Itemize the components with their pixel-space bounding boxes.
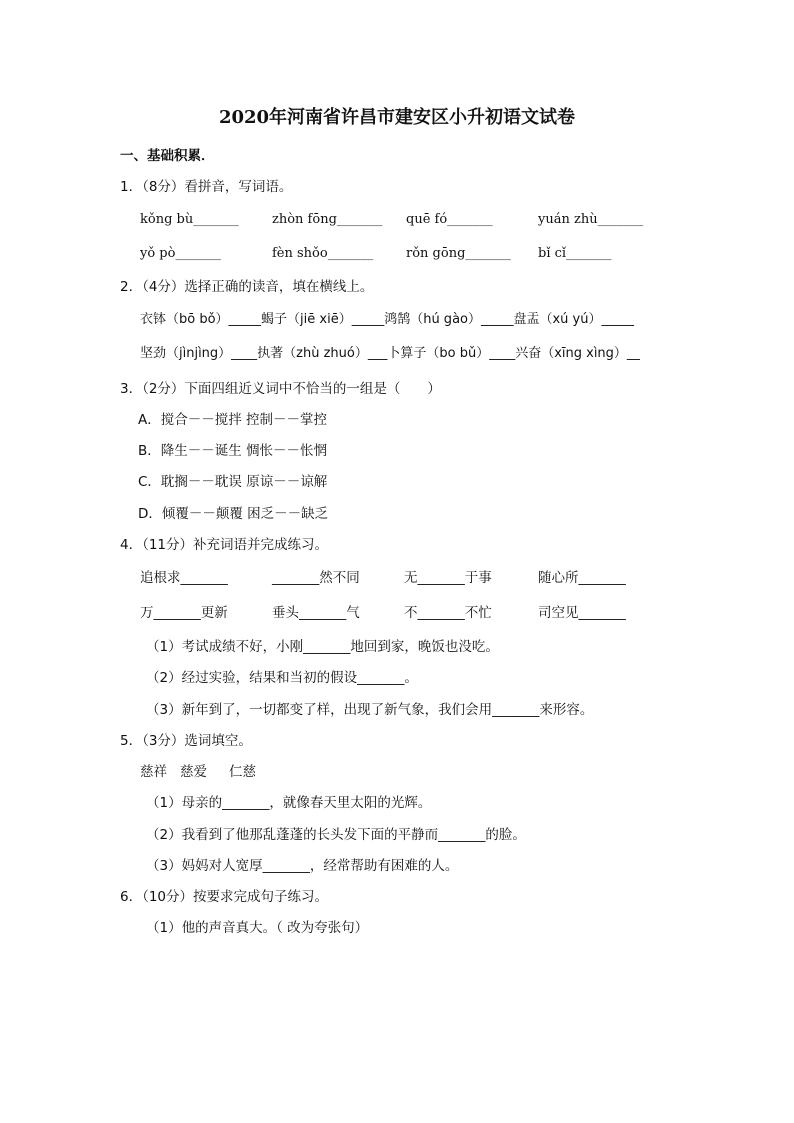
pinyin-blank: quē fó_______ (406, 212, 493, 227)
idiom-blank: 随心所_______ (538, 570, 626, 586)
option-b: B．降生－－诞生 惆怅－－怅惘 (138, 443, 328, 459)
sub-question: （1）母亲的_______，就像春天里太阳的光辉。 (146, 795, 432, 811)
question-3-stem: 3．（2分）下面四组近义词中不恰当的一组是（ ） (120, 381, 441, 397)
idiom-blank: 垂头_______气 (272, 605, 360, 621)
sub-question: （1）考试成绩不好，小刚_______地回到家，晚饭也没吃。 (146, 639, 499, 655)
question-5-stem: 5．（3分）选词填空。 (120, 733, 252, 749)
page-title: 2020年河南省许昌市建安区小升初语文试卷 (218, 107, 576, 128)
pinyin-blank: bǐ cǐ_______ (538, 246, 612, 261)
idiom-blank: 司空见_______ (538, 605, 626, 621)
idiom-blank: 无_______于事 (404, 570, 492, 586)
option-a: A．搅合－－搅拌 控制－－掌控 (138, 412, 328, 428)
word-choice: 慈爱 (180, 764, 207, 780)
idiom-blank: _______然不同 (272, 570, 360, 586)
question-1-stem: 1．（8分）看拼音，写词语。 (120, 179, 293, 195)
sub-question: （2）我看到了他那乱蓬蓬的长头发下面的平静而_______的脸。 (146, 827, 526, 843)
sub-question: （3）妈妈对人宽厚_______，经常帮助有困难的人。 (146, 858, 459, 874)
pinyin-blank: yuán zhù_______ (538, 212, 644, 227)
reading-choice-row: 坚劲（jìnjìng）____执著（zhù zhuó）___卜算子（bo bǔ）____兴奋（xīng xìng）__ (140, 346, 640, 361)
pinyin-blank: fèn shǒo_______ (272, 246, 374, 261)
option-c: C．耽搁－－耽误 原谅－－谅解 (138, 474, 328, 490)
word-choice: 慈祥 (140, 764, 167, 780)
word-choice: 仁慈 (229, 764, 256, 780)
question-6-stem: 6．（10分）按要求完成句子练习。 (120, 889, 329, 905)
section-heading: 一、基础积累． (120, 148, 215, 164)
idiom-blank: 万_______更新 (140, 605, 228, 621)
sub-question: （3）新年到了，一切都变了样，出现了新气象，我们会用_______来形容。 (146, 702, 594, 718)
pinyin-blank: yǒ pò_______ (140, 246, 221, 261)
sub-question: （2）经过实验，结果和当初的假设_______。 (146, 670, 418, 686)
question-4-stem: 4．（11分）补充词语并完成练习。 (120, 537, 329, 553)
pinyin-blank: rǒn gōng_______ (406, 246, 511, 261)
option-d: D．倾覆－－颠覆 困乏－－缺乏 (138, 506, 329, 522)
reading-choice-row: 衣钵（bō bǒ）_____蝎子（jiē xiē）_____鸿鹄（hú gào）_____盘盂（xú yú）_____ (140, 312, 634, 327)
pinyin-blank: zhòn fōng_______ (272, 212, 383, 227)
pinyin-blank: kǒng bù_______ (140, 212, 239, 227)
idiom-blank: 追根求_______ (140, 570, 228, 586)
sub-question: （1）他的声音真大。（ 改为夸张句） (146, 920, 369, 936)
question-2-stem: 2．（4分）选择正确的读音，填在横线上。 (120, 279, 374, 295)
idiom-blank: 不_______不忙 (404, 605, 492, 621)
